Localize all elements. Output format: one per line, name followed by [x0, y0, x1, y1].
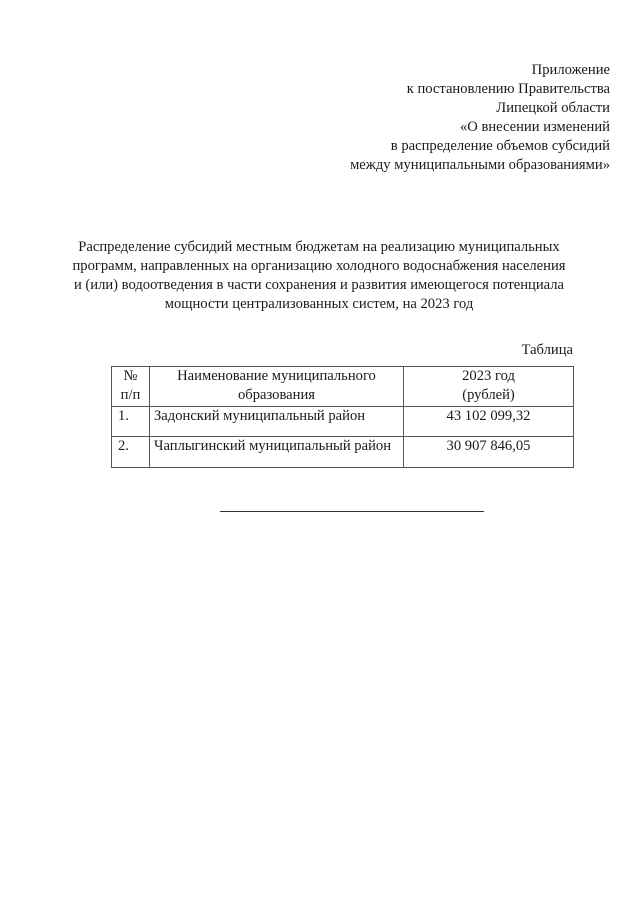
title-line: Распределение субсидий местным бюджетам на реализацию муниципальных [78, 239, 560, 255]
appendix-line: к постановлению Правительства [406, 81, 610, 97]
header-amount-line2: (рублей) [462, 387, 515, 403]
table-header-row [112, 367, 574, 407]
closing-rule [220, 511, 484, 512]
title-line: мощности централизованных систем, на 2023 год [164, 296, 474, 312]
table-row [112, 437, 574, 468]
appendix-line: между муниципальными образованиями» [350, 157, 610, 173]
appendix-line: Липецкой области [496, 100, 610, 116]
header-amount-line1: 2023 год [462, 368, 515, 384]
appendix-header [280, 61, 610, 175]
row-number: 2. [112, 437, 150, 468]
header-number-line1: № [123, 368, 138, 384]
title-line: программ, направленных на организацию холодного водоснабжения населения [72, 258, 566, 274]
row-municipality: Чаплыгинский муниципальный район [150, 437, 404, 468]
header-number [112, 367, 150, 407]
subsidy-table [111, 366, 574, 468]
row-municipality: Задонский муниципальный район [150, 407, 404, 437]
table-row [112, 407, 574, 437]
header-name-line1: Наименование муниципального [177, 368, 376, 384]
header-amount [404, 367, 574, 407]
appendix-line: «О внесении изменений [459, 119, 610, 135]
table-caption: Таблица [521, 342, 573, 358]
document-title [60, 238, 578, 314]
row-number: 1. [112, 407, 150, 437]
header-name-line2: образования [238, 387, 315, 403]
appendix-line: Приложение [531, 62, 610, 78]
appendix-line: в распределение объемов субсидий [390, 138, 610, 154]
header-number-line2: п/п [120, 387, 141, 403]
row-amount: 43 102 099,32 [404, 407, 574, 437]
row-amount: 30 907 846,05 [404, 437, 574, 468]
header-name [150, 367, 404, 407]
title-line: и (или) водоотведения в части сохранения и развития имеющегося потенциала [73, 277, 565, 293]
